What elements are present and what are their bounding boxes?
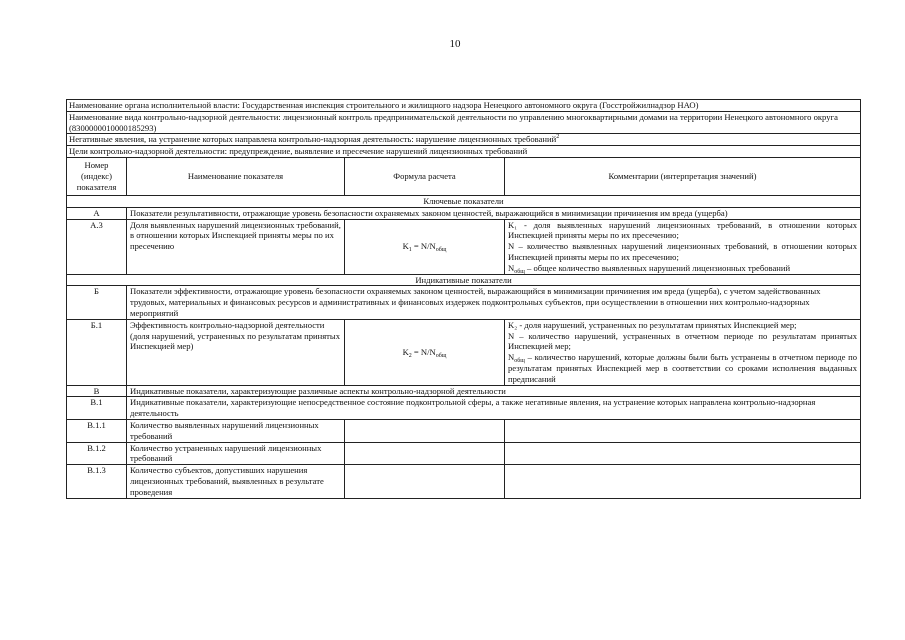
row-text-a: Показатели результативности, отражающие уровень безопасности охраняемых законом ценностей, выражающийся в минимизации причинения им вреда (ущерба) bbox=[127, 207, 861, 219]
row-index-v11: В.1.1 bbox=[67, 419, 127, 442]
comment-b1-nsub: общ bbox=[514, 358, 525, 365]
row-text-v: Индикативные показатели, характеризующие различные аспекты контрольно-надзорной деятельности bbox=[127, 385, 861, 397]
row-name-v12: Количество устраненных нарушений лицензионных требований bbox=[127, 442, 345, 465]
row-text-v1: Индикативные показатели, характеризующие непосредственное состояние подконтрольной сферы, а также негативные явления, на устранение которых направлена контрольно-надзорная деятельность bbox=[127, 397, 861, 420]
indicator-table bbox=[66, 99, 861, 499]
negative-text: Негативные явления, на устранение которых направлена контрольно-надзорная деятельность: нарушение лицензионных требований bbox=[69, 134, 557, 145]
formula-ksub-a3: 1 bbox=[408, 247, 412, 254]
comment-a3-n: N bbox=[508, 262, 515, 273]
comment-a3-nsub: общ bbox=[514, 268, 525, 275]
formula-nsub-a3: общ bbox=[435, 247, 447, 254]
comment-b1-line2: N – количество нарушений, устраненных в отчетном периоде по результатам принятых Инспекцией мер; bbox=[508, 330, 858, 352]
comment-b1-text: – количество нарушений, которые должны были быть устранены в отчетном периоде по результатам принятых Инспекцией мер в соответствии со сроками исполнения выданных предписаний bbox=[508, 352, 858, 384]
col-header-index: Номер (индекс) показателя bbox=[67, 157, 127, 195]
footnote-mark: 2 bbox=[556, 134, 560, 141]
formula-nsub-b1: общ bbox=[435, 352, 447, 359]
group-row-v1 bbox=[67, 397, 861, 420]
formula-ksub-b1: 2 bbox=[408, 352, 412, 359]
row-index-b1: Б.1 bbox=[67, 319, 127, 385]
row-index-a3: А.3 bbox=[67, 219, 127, 274]
comment-b1-line3 bbox=[508, 352, 857, 384]
row-comment-v13 bbox=[505, 465, 861, 498]
formula-mid-b1: = N/N bbox=[411, 346, 436, 357]
indicator-row-v11 bbox=[67, 419, 861, 442]
comment-b1-line1: K₂ - доля нарушений, устраненных по результатам принятых Инспекцией мер; bbox=[508, 319, 797, 330]
authority-row bbox=[67, 100, 861, 112]
row-comment-a3 bbox=[505, 219, 861, 274]
row-formula-v12 bbox=[345, 442, 505, 465]
formula-k-a3: K bbox=[402, 241, 409, 252]
formula-mid-a3: = N/N bbox=[411, 241, 436, 252]
row-name-b1: Эффективность контрольно-надзорной деятельности (доля нарушений, устраненных по результатам принятых Инспекцией мер) bbox=[127, 319, 345, 385]
row-formula-v13 bbox=[345, 465, 505, 498]
comment-a3-line1: K₁ - доля выявленных нарушений лицензионных требований, в отношении которых Инспекцией приняты меры по их пресечению; bbox=[508, 219, 858, 241]
row-name-v13: Количество субъектов, допустивших нарушения лицензионных требований, выявленных в результате проведения bbox=[127, 465, 345, 498]
row-index-v12: В.1.2 bbox=[67, 442, 127, 465]
row-formula-a3 bbox=[345, 219, 505, 274]
row-index-b: Б bbox=[67, 286, 127, 319]
section-row-key bbox=[67, 195, 861, 207]
row-name-v11: Количество выявленных нарушений лицензионных требований bbox=[127, 419, 345, 442]
section-row-indicative bbox=[67, 274, 861, 286]
formula-k-b1: K bbox=[402, 346, 409, 357]
row-index-v1: В.1 bbox=[67, 397, 127, 420]
negative-row bbox=[67, 134, 861, 146]
authority-cell: Наименование органа исполнительной власти: Государственная инспекция строительного и жилищного надзора Ненецкого автономного округа (Госстройжилнадзор НАО) bbox=[67, 100, 861, 112]
col-header-formula: Формула расчета bbox=[345, 157, 505, 195]
indicator-row-v12 bbox=[67, 442, 861, 465]
row-comment-v12 bbox=[505, 442, 861, 465]
row-index-v13: В.1.3 bbox=[67, 465, 127, 498]
comment-a3-line3 bbox=[508, 263, 857, 274]
row-name-a3: Доля выявленных нарушений лицензионных требований, в отношении которых Инспекцией приняты меры по их пресечению bbox=[127, 219, 345, 274]
row-comment-b1 bbox=[505, 319, 861, 385]
indicator-row-a3 bbox=[67, 219, 861, 274]
comment-a3-line2: N – количество выявленных нарушений лицензионных требований, в отношении которых Инспекцией приняты меры по их пресечению; bbox=[508, 241, 858, 262]
section-indicative-label: Индикативные показатели bbox=[67, 274, 861, 286]
row-formula-b1 bbox=[345, 319, 505, 385]
row-text-b: Показатели эффективности, отражающие уровень безопасности охраняемых законом ценностей, выражающийся в минимизации причинения им вреда (ущерба), с учетом задействованных трудовых, материальных и финансовых ресурсов и административных и финансовых издержек подконтрольных субъектов, при осуществлении в отношении них контрольно-надзорных мероприятий bbox=[127, 286, 861, 319]
group-row-v bbox=[67, 385, 861, 397]
row-index-a: А bbox=[67, 207, 127, 219]
col-header-name: Наименование показателя bbox=[127, 157, 345, 195]
group-row-b bbox=[67, 286, 861, 319]
row-comment-v11 bbox=[505, 419, 861, 442]
negative-cell bbox=[67, 134, 861, 146]
col-header-comment: Комментарии (интерпретация значений) bbox=[505, 157, 861, 195]
indicator-table-container bbox=[66, 99, 860, 499]
indicator-row-b1 bbox=[67, 319, 861, 385]
goals-row bbox=[67, 146, 861, 158]
group-row-a bbox=[67, 207, 861, 219]
row-formula-v11 bbox=[345, 419, 505, 442]
row-index-v: В bbox=[67, 385, 127, 397]
activity-row bbox=[67, 111, 861, 134]
activity-cell: Наименование вида контрольно-надзорной деятельности: лицензионный контроль предпринимательской деятельности по управлению многоквартирными домами на территории Ненецкого автономного округа (8300000010000185293) bbox=[67, 111, 861, 134]
goals-cell: Цели контрольно-надзорной деятельности: предупреждение, выявление и пресечение нарушений лицензионных требований bbox=[67, 146, 861, 158]
comment-b1-n: N bbox=[508, 352, 515, 363]
comment-a3-text: – общее количество выявленных нарушений лицензионных требований bbox=[524, 262, 791, 273]
section-key-label: Ключевые показатели bbox=[67, 195, 861, 207]
page-number: 10 bbox=[449, 38, 461, 50]
column-header-row bbox=[67, 157, 861, 195]
indicator-row-v13 bbox=[67, 465, 861, 498]
